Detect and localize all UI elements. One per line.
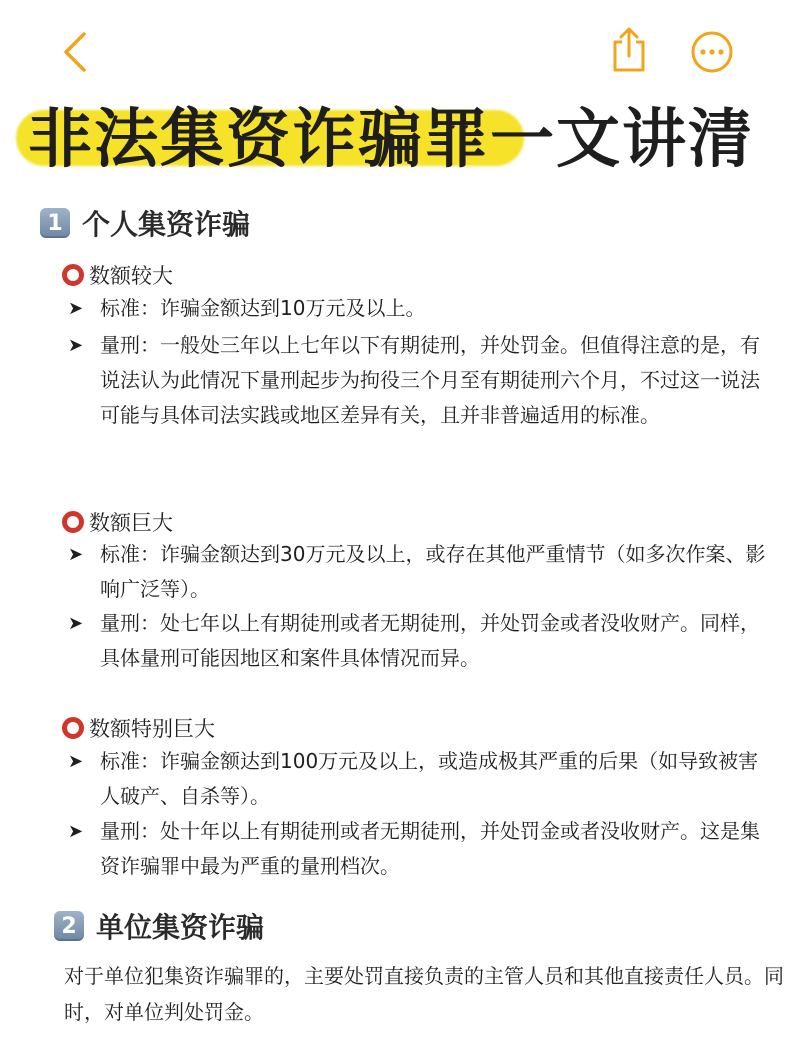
list-item [68, 328, 768, 433]
red-circle-icon [62, 511, 84, 533]
list-item-text: 量刑：一般处三年以上七年以下有期徒刑，并处罚金。但值得注意的是，有说法认为此情况下量刑起步为拘役三个月至有期徒刑六个月，不过这一说法可能与具体司法实践或地区差异有关，且并非普遍适用的标准。 [100, 333, 760, 427]
top-nav-bar [0, 0, 800, 100]
back-button[interactable] [58, 30, 92, 74]
red-circle-icon [62, 717, 84, 739]
list-item-text: 量刑：处十年以上有期徒刑或者无期徒刑，并处罚金或者没收财产。这是集资诈骗罪中最为严重的量刑档次。 [100, 819, 760, 878]
hero-banner [0, 96, 800, 188]
list-item [68, 606, 768, 676]
arrow-bullet-icon: ➤ [68, 335, 84, 356]
arrow-bullet-icon: ➤ [68, 298, 84, 319]
section-title: 单位集资诈骗 [96, 911, 265, 944]
subheading-label: 数额巨大 [89, 511, 173, 535]
more-options-button[interactable] [690, 30, 734, 74]
subheading-amount-huge [62, 507, 173, 537]
list-item [68, 744, 768, 814]
list-item-text: 标准：诈骗金额达到30万元及以上，或存在其他严重情节（如多次作案、影响广泛等）。 [100, 542, 766, 601]
list-item-text: 量刑：处七年以上有期徒刑或者无期徒刑，并处罚金或者没收财产。同样，具体量刑可能因地区和案件具体情况而异。 [100, 611, 760, 670]
section-heading-2 [54, 906, 264, 946]
share-button[interactable] [610, 26, 648, 74]
list-item-text: 标准：诈骗金额达到100万元及以上，或造成极其严重的后果（如导致被害人破产、自杀等）。 [100, 749, 759, 808]
list-item-text: 标准：诈骗金额达到10万元及以上。 [100, 296, 426, 320]
subheading-label: 数额较大 [89, 264, 173, 288]
number-badge: 2 [54, 911, 84, 941]
arrow-bullet-icon: ➤ [68, 751, 84, 772]
section-paragraph: 对于单位犯集资诈骗罪的，主要处罚直接负责的主管人员和其他直接责任人员。同时，对单位判处罚金。 [64, 964, 784, 1024]
subheading-label: 数额特别巨大 [89, 717, 215, 741]
page-title: 非法集资诈骗罪一文讲清 [28, 103, 754, 177]
list-item [68, 814, 768, 884]
section-title: 个人集资诈骗 [82, 208, 251, 241]
subheading-amount-large [62, 260, 173, 290]
section-heading-1 [40, 203, 250, 243]
subheading-amount-extremely-huge [62, 713, 215, 743]
list-item [68, 291, 768, 326]
arrow-bullet-icon: ➤ [68, 613, 84, 634]
arrow-bullet-icon: ➤ [68, 544, 84, 565]
red-circle-icon [62, 264, 84, 286]
chevron-left-icon [58, 30, 92, 74]
number-badge: 1 [40, 208, 70, 238]
list-item [68, 537, 768, 607]
arrow-bullet-icon: ➤ [68, 821, 84, 842]
share-icon [610, 26, 648, 74]
more-horizontal-icon [690, 30, 734, 74]
